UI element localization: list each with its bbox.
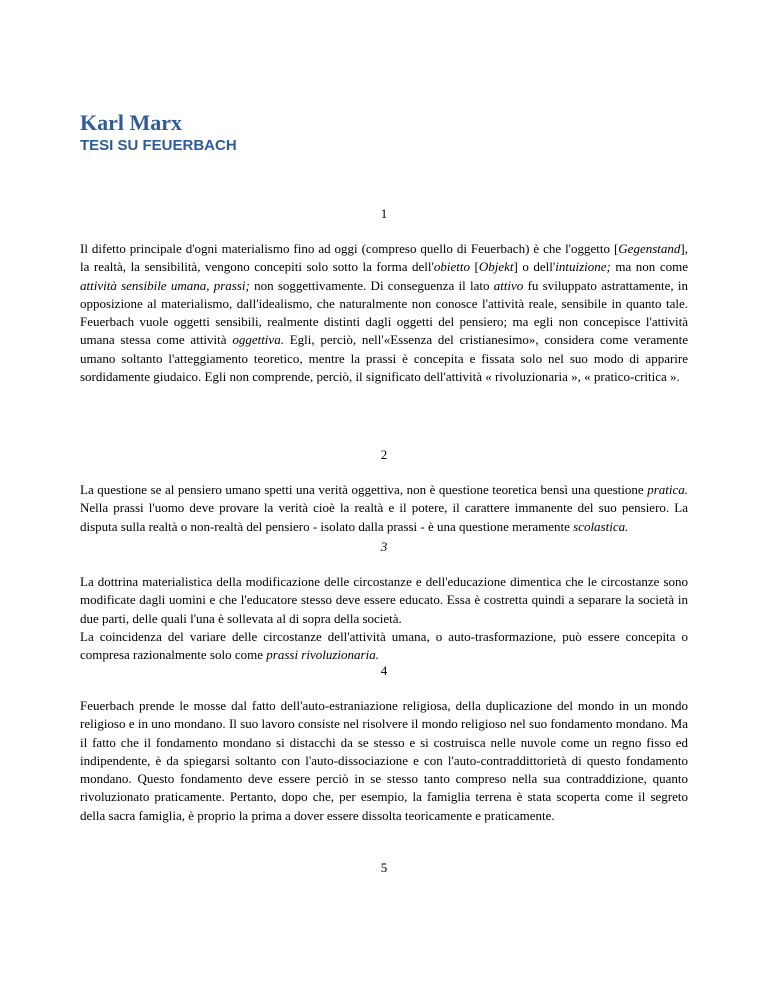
text-run: La coincidenza del variare delle circostanze dell'attività umana, o auto-trasformazione, può essere concepita o compresa razionalmente solo come xyxy=(80,628,688,663)
text-run: ] o dell' xyxy=(513,259,556,275)
thesis-text xyxy=(80,697,688,825)
emphasized-text: Gegenstand xyxy=(618,241,681,256)
text-run: Nella prassi l'uomo deve provare la verità cioè la realtà e il potere, il carattere immanente del suo pensiero. La disputa sulla realtà o non-realtà del pensiero - isolato dalla prassi - è una questione meramente xyxy=(80,500,688,534)
text-run: non soggettivamente. Di conseguenza il lato xyxy=(249,277,494,293)
thesis-3 xyxy=(80,539,688,664)
emphasized-text: intuizione; xyxy=(555,259,611,275)
text-run: ], la realtà, la sensibilità, vengono concepiti solo sotto la forma dell' xyxy=(80,241,688,275)
author-name: Karl Marx xyxy=(80,110,183,135)
thesis-text xyxy=(80,240,688,386)
emphasized-text: scolastica. xyxy=(573,518,629,534)
thesis-text xyxy=(80,481,688,536)
thesis-1 xyxy=(80,206,688,386)
text-run: [ xyxy=(469,259,479,275)
emphasized-text: Objekt xyxy=(478,259,514,275)
emphasized-text: obietto xyxy=(433,259,470,275)
emphasized-text: prassi rivoluzionaria. xyxy=(266,647,379,663)
text-run: Feuerbach prende le mosse dal fatto dell'auto-estraniazione religiosa, della duplicazione del mondo in un mondo religioso e in uno mondano. Il suo lavoro consiste nel risolvere il mondo religioso nel suo fondamento mondano. Ma il fatto che il fondamento mondano si distacchi da se stesso e si costruisca nelle nuvole come un regno fisso ed indipendente, è da spiegarsi soltanto con l'auto-dissociazione e con l'auto-contraddittorietà di questo fondamento mondano. Questo fondamento deve essere perciò in se stesso tanto compreso nella sua contraddizione, quanto rivoluzionato praticamente. Pertanto, dopo che, per esempio, la famiglia terrena è stata scoperta come il segreto della sacra famiglia, è proprio la prima a dover essere dissolta teoricamente e praticamente. xyxy=(80,698,688,823)
text-run: La questione se al pensiero umano spetti una verità oggettiva, non è questione teoretica bensì una questione xyxy=(80,482,648,497)
thesis-5 xyxy=(80,860,688,894)
document-title: TESI SU FEUERBACH xyxy=(80,137,237,154)
thesis-number: 3 xyxy=(380,539,388,554)
emphasized-text: pratica. xyxy=(647,482,688,497)
thesis-number: 4 xyxy=(380,663,388,678)
thesis-number: 1 xyxy=(380,206,388,221)
thesis-number: 5 xyxy=(380,860,388,875)
emphasized-text: attivo xyxy=(493,277,524,293)
text-run: fu sviluppato astrattamente, in opposizione al materialismo, dall'idealismo, che naturalmente non conosce l'attività reale, sensibile in quanto tale. Feuerbach vuole oggetti sensibili, realmente distinti dagli oggetti del pensiero; ma egli non concepisce l'attività umana stessa come attività xyxy=(80,277,688,348)
text-run: Il difetto principale d'ogni materialismo fino ad oggi (compreso quello di Feuerbach) è che l'oggetto [ xyxy=(80,241,619,256)
thesis-2 xyxy=(80,447,688,536)
emphasized-text: attività sensibile umana, prassi; xyxy=(80,277,250,293)
thesis-number: 2 xyxy=(380,447,388,462)
emphasized-text: oggettiva. xyxy=(232,332,284,348)
thesis-4 xyxy=(80,663,688,825)
text-run: La dottrina materialistica della modificazione delle circostanze e dell'educazione dimentica che le circostanze sono modificate dagli uomini e che l'educatore stesso deve essere educato. Essa è costretta quindi a separare la società in due parti, delle quali l'una è sollevata al di sopra della società. xyxy=(80,574,688,626)
thesis-text xyxy=(80,573,688,664)
text-run: ma non come xyxy=(610,259,688,275)
text-run: Egli, perciò, nell'«Essenza del cristianesimo», considera come veramente umano soltanto l'atteggiamento teoretico, mentre la prassi è concepita e fissata solo nel suo modo di apparire sordidamente giudaico. Egli non comprende, perciò, il significato dell'attività « rivoluzionaria », « pratico-critica ». xyxy=(80,332,688,385)
